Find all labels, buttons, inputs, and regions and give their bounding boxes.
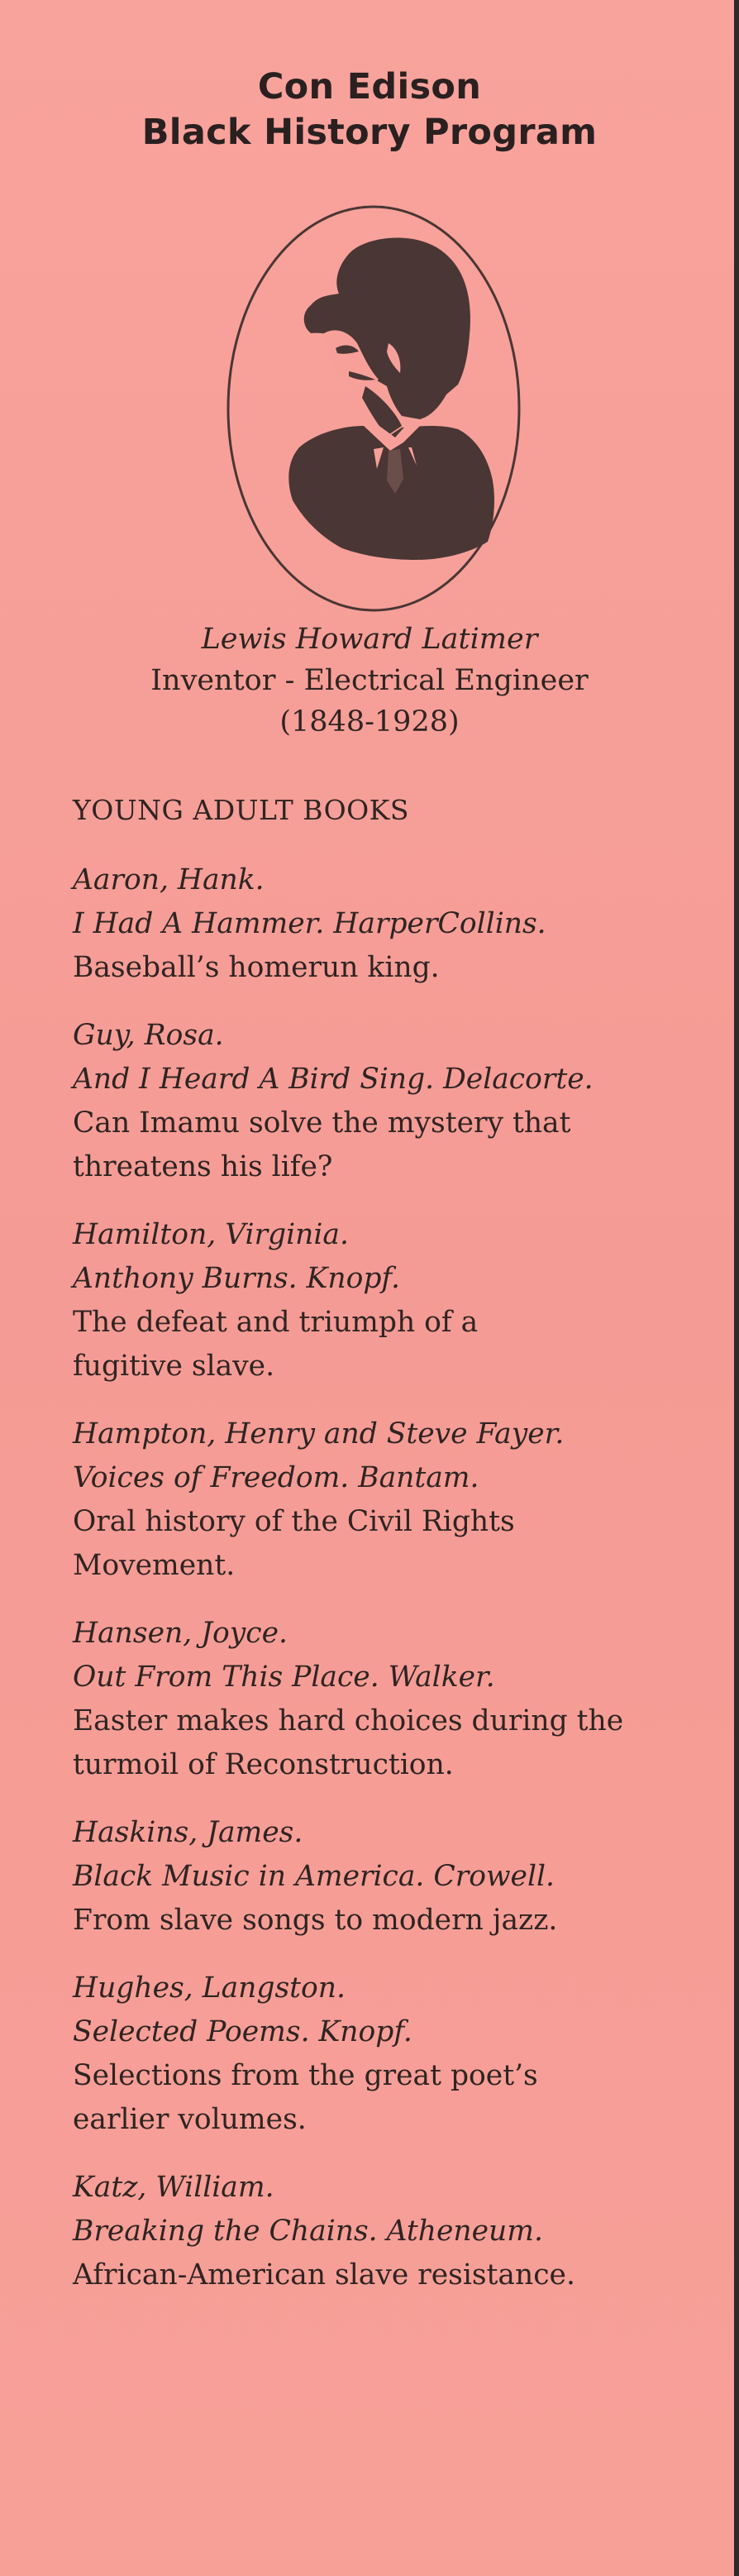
book-description: earlier volumes.: [73, 2103, 307, 2136]
book-title: And I Heard A Bird Sing. Delacorte.: [73, 1063, 594, 1096]
book-title: Black Music in America. Crowell.: [73, 1860, 555, 1893]
program-header: [0, 65, 739, 155]
book-description: turmoil of Reconstruction.: [73, 1748, 454, 1781]
book-author: Katz, William.: [73, 2171, 274, 2204]
caption-role: Inventor - Electrical Engineer: [150, 664, 589, 697]
book-author: Guy, Rosa.: [73, 1019, 224, 1052]
book-author: Aaron, Hank.: [73, 863, 265, 896]
portrait-caption: [0, 619, 739, 743]
book-entry: [73, 2166, 668, 2297]
book-description: The defeat and triumph of a: [73, 1306, 479, 1339]
book-entry: [73, 1811, 668, 1943]
book-description: threatens his life?: [73, 1150, 333, 1183]
book-description: From slave songs to modern jazz.: [73, 1904, 558, 1937]
book-description: Can Imamu solve the mystery that: [73, 1106, 571, 1140]
book-author: Hamilton, Virginia.: [73, 1218, 349, 1251]
book-description: Selections from the great poet’s: [73, 2059, 538, 2092]
book-description: Movement.: [73, 1549, 236, 1582]
book-author: Hampton, Henry and Steve Fayer.: [73, 1417, 565, 1450]
caption-name: Lewis Howard Latimer: [201, 623, 538, 656]
book-title: Anthony Burns. Knopf.: [73, 1262, 400, 1295]
book-description: Easter makes hard choices during the: [73, 1704, 624, 1737]
book-entry: [73, 1412, 668, 1588]
header-line-2: Black History Program: [141, 112, 598, 153]
book-title: Breaking the Chains. Atheneum.: [73, 2215, 543, 2248]
book-entry: [73, 1014, 668, 1189]
book-description: fugitive slave.: [73, 1350, 275, 1383]
book-entry: [73, 1213, 668, 1388]
book-author: Haskins, James.: [73, 1816, 303, 1849]
book-title: Out From This Place. Walker.: [73, 1661, 495, 1694]
book-entry: [73, 858, 668, 990]
portrait-silhouette-icon: [225, 203, 522, 614]
book-author: Hughes, Langston.: [73, 1971, 346, 2005]
book-entry: [73, 1612, 668, 1787]
book-entry: [73, 1967, 668, 2142]
section-title: YOUNG ADULT BOOKS: [73, 794, 409, 826]
book-description: Oral history of the Civil Rights: [73, 1505, 515, 1538]
book-author: Hansen, Joyce.: [73, 1617, 288, 1650]
book-title: I Had A Hammer. HarperCollins.: [73, 907, 546, 940]
header-line-1: Con Edison: [257, 66, 482, 108]
caption-years: (1848-1928): [279, 705, 460, 738]
book-title: Selected Poems. Knopf.: [73, 2015, 412, 2048]
book-description: African-American slave resistance.: [73, 2258, 575, 2292]
book-description: Baseball’s homerun king.: [73, 951, 440, 984]
book-list: [73, 858, 668, 2321]
book-title: Voices of Freedom. Bantam.: [73, 1461, 479, 1494]
right-edge: [734, 0, 739, 2576]
